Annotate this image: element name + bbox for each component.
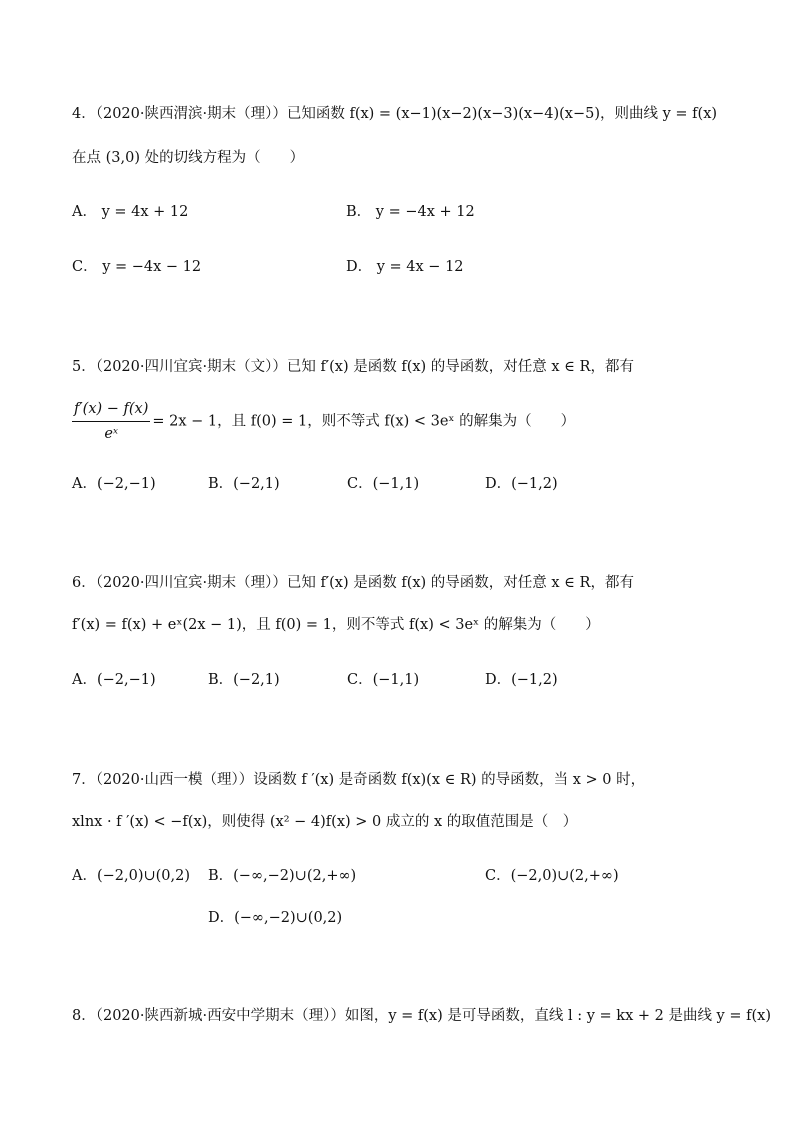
question-7-stem-line2: xlnx · f ′(x) < −f(x)，则使得 (x² − 4)f(x) > 0 成立的 x 的取值范围是（ ） — [72, 814, 578, 830]
question-4-option-c[interactable]: C． y = −4x − 12 — [72, 259, 202, 275]
question-6-option-c[interactable]: C．(−1,1) — [347, 672, 420, 688]
question-8-stem-line1: 8．（2020·陕西新城·西安中学期末（理））如图，y = f(x) 是可导函数，直线 l : y = kx + 2 是曲线 y = f(x) — [72, 1008, 771, 1024]
question-7-option-c[interactable]: C．(−2,0)∪(2,+∞) — [485, 868, 619, 884]
question-5-fraction-numerator: f′(x) − f(x) — [72, 398, 150, 422]
question-6-stem-line1: 6．（2020·四川宜宾·期末（理））已知 f′(x) 是函数 f(x) 的导函数，对任意 x ∈ R，都有 — [72, 575, 634, 591]
question-4-option-d[interactable]: D． y = 4x − 12 — [346, 259, 464, 275]
question-7-stem-line1: 7．（2020·山西一模（理））设函数 f ′(x) 是奇函数 f(x)(x ∈ R) 的导函数，当 x > 0 时， — [72, 772, 646, 788]
question-5-fraction-denominator: eˣ — [104, 426, 119, 442]
question-7-option-a[interactable]: A．(−2,0)∪(0,2) — [72, 868, 191, 884]
question-6-stem-line2: f′(x) = f(x) + eˣ(2x − 1)，且 f(0) = 1，则不等式 f(x) < 3eˣ 的解集为（ ） — [72, 617, 600, 633]
question-5-stem-line1: 5．（2020·四川宜宾·期末（文））已知 f′(x) 是函数 f(x) 的导函数，对任意 x ∈ R，都有 — [72, 359, 634, 375]
question-4-option-a[interactable]: A． y = 4x + 12 — [72, 204, 189, 220]
question-4-stem-line2: 在点 (3,0) 处的切线方程为（ ） — [72, 150, 305, 166]
question-5-option-b[interactable]: B．(−2,1) — [208, 476, 280, 492]
question-6-option-a[interactable]: A．(−2,−1) — [72, 672, 156, 688]
question-5-fraction — [72, 398, 150, 445]
question-6-option-d[interactable]: D．(−1,2) — [485, 672, 558, 688]
question-7-option-d[interactable]: D．(−∞,−2)∪(0,2) — [208, 910, 343, 926]
question-5-option-d[interactable]: D．(−1,2) — [485, 476, 558, 492]
question-5-stem-line2 — [72, 398, 575, 445]
question-5-option-c[interactable]: C．(−1,1) — [347, 476, 420, 492]
question-5-stem-line2-text: = 2x − 1，且 f(0) = 1，则不等式 f(x) < 3eˣ 的解集为（ ） — [152, 413, 576, 430]
question-5-option-a[interactable]: A．(−2,−1) — [72, 476, 156, 492]
question-4-stem-line1: 4．（2020·陕西渭滨·期末（理））已知函数 f(x) = (x−1)(x−2)(x−3)(x−4)(x−5)，则曲线 y = f(x) — [72, 106, 718, 122]
question-7-option-b[interactable]: B．(−∞,−2)∪(2,+∞) — [208, 868, 357, 884]
question-6-option-b[interactable]: B．(−2,1) — [208, 672, 280, 688]
question-4-option-b[interactable]: B． y = −4x + 12 — [346, 204, 475, 220]
